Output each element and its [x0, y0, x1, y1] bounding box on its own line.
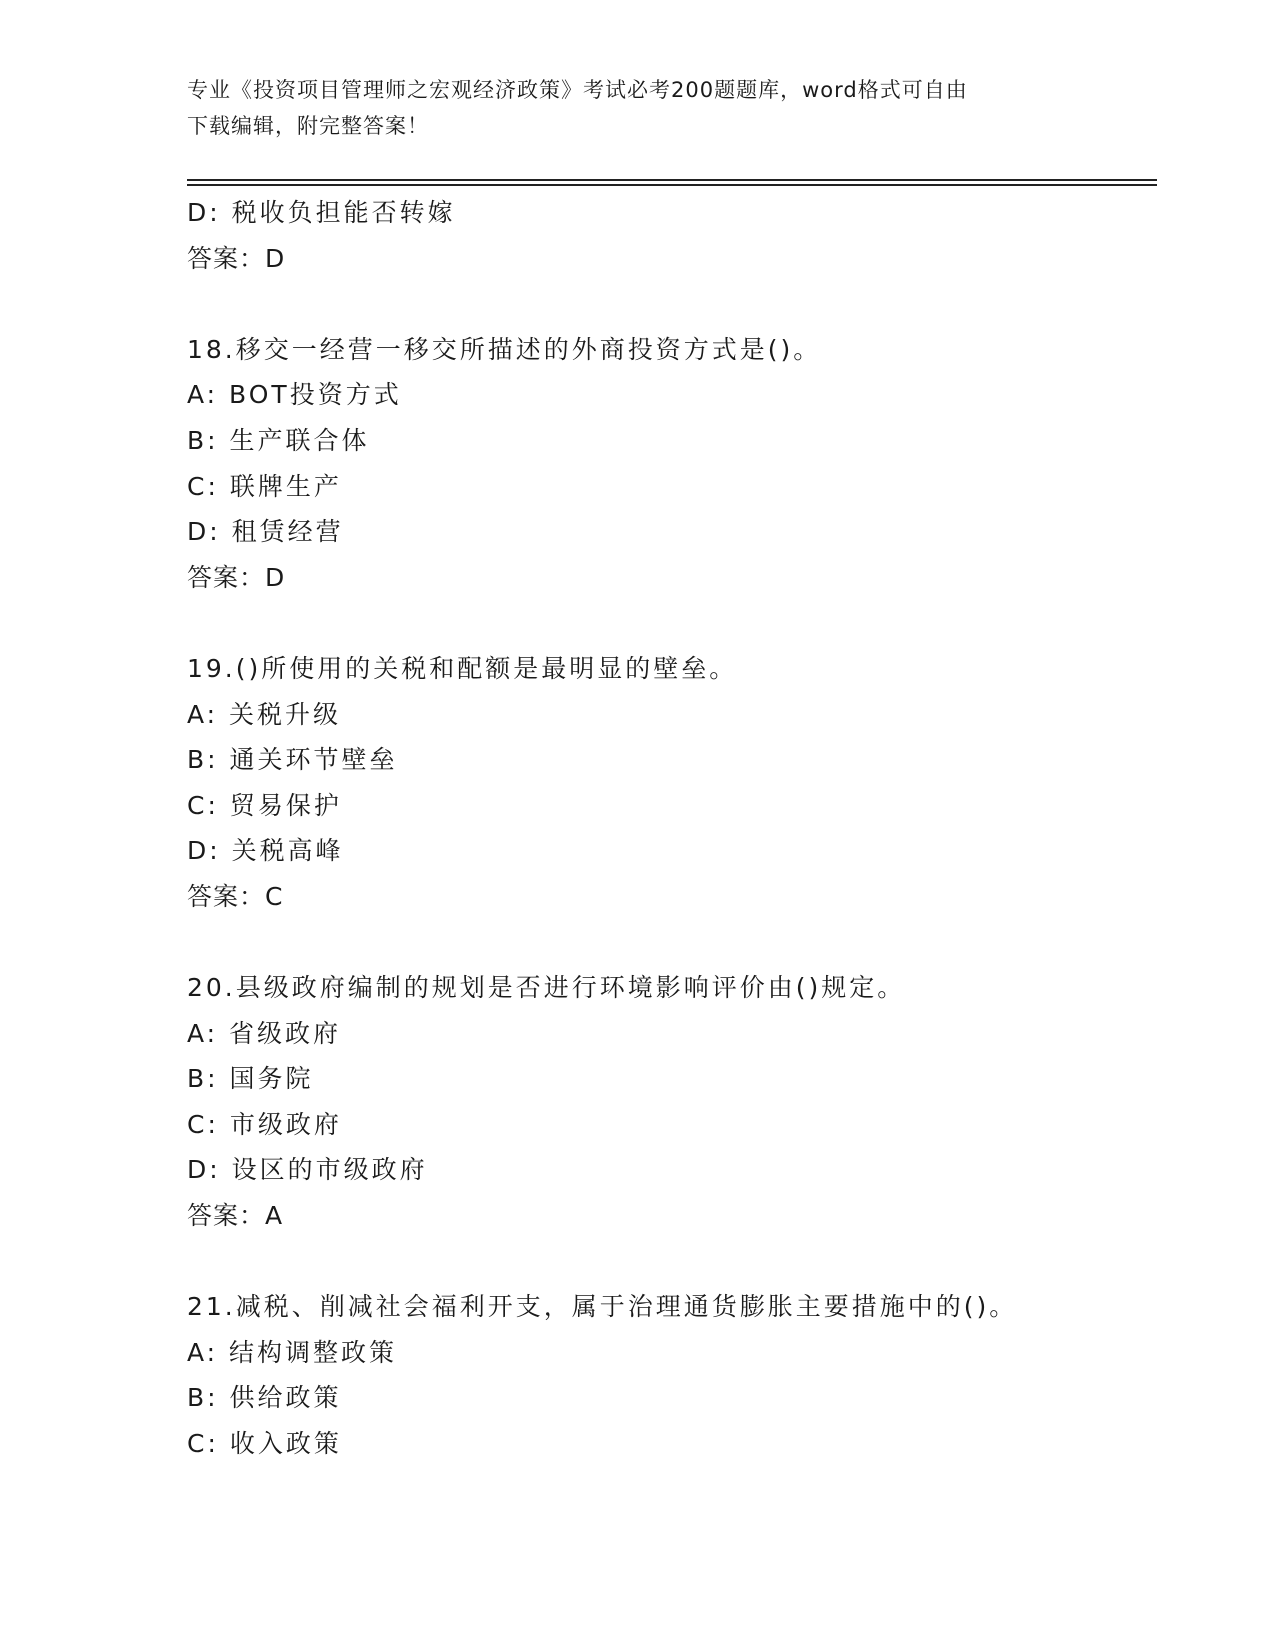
question-19-answer: 答案：C — [187, 881, 284, 911]
question-21-text: 21.减税、削减社会福利开支，属于治理通货膨胀主要措施中的()。 — [187, 1292, 1018, 1322]
question-20-option-b: B: 国务院 — [187, 1064, 314, 1094]
question-19-option-b: B: 通关环节壁垒 — [187, 745, 398, 775]
question-18-option-b: B: 生产联合体 — [187, 425, 370, 455]
question-20-text: 20.县级政府编制的规划是否进行环境影响评价由()规定。 — [187, 973, 906, 1003]
question-20-option-a: A: 省级政府 — [187, 1018, 342, 1048]
header-divider-bottom — [187, 184, 1157, 186]
header-line-1: 专业《投资项目管理师之宏观经济政策》考试必考200题题库，word格式可自由 — [187, 78, 968, 102]
header-divider-top — [187, 179, 1157, 181]
question-20-option-d: D: 设区的市级政府 — [187, 1155, 428, 1185]
question-18-option-a: A: BOT投资方式 — [187, 380, 402, 410]
spacer — [187, 281, 1157, 327]
option-d: D: 税收负担能否转嫁 — [187, 198, 456, 227]
question-18-option-c: C: 联牌生产 — [187, 471, 342, 501]
question-19-option-d: D: 关税高峰 — [187, 836, 344, 866]
question-19-text: 19.()所使用的关税和配额是最明显的壁垒。 — [187, 653, 738, 683]
question-18-answer: 答案：D — [187, 562, 286, 592]
question-18-text: 18.移交一经营一移交所描述的外商投资方式是()。 — [187, 334, 822, 364]
spacer — [187, 920, 1157, 966]
question-18-option-d: D: 租赁经营 — [187, 517, 344, 547]
spacer — [187, 1239, 1157, 1285]
answer-line: 答案：D — [187, 243, 286, 273]
question-19-option-a: A: 关税升级 — [187, 699, 342, 729]
document-header — [187, 72, 1087, 144]
question-20-answer: 答案：A — [187, 1201, 284, 1231]
spacer — [187, 600, 1157, 646]
question-20-option-c: C: 市级政府 — [187, 1109, 342, 1139]
question-21-option-a: A: 结构调整政策 — [187, 1337, 398, 1367]
question-21-option-c: C: 收入政策 — [187, 1429, 342, 1459]
question-21-option-b: B: 供给政策 — [187, 1383, 342, 1413]
question-list — [187, 190, 1157, 1467]
question-19-option-c: C: 贸易保护 — [187, 790, 342, 820]
header-line-2: 下载编辑，附完整答案！ — [187, 114, 429, 138]
